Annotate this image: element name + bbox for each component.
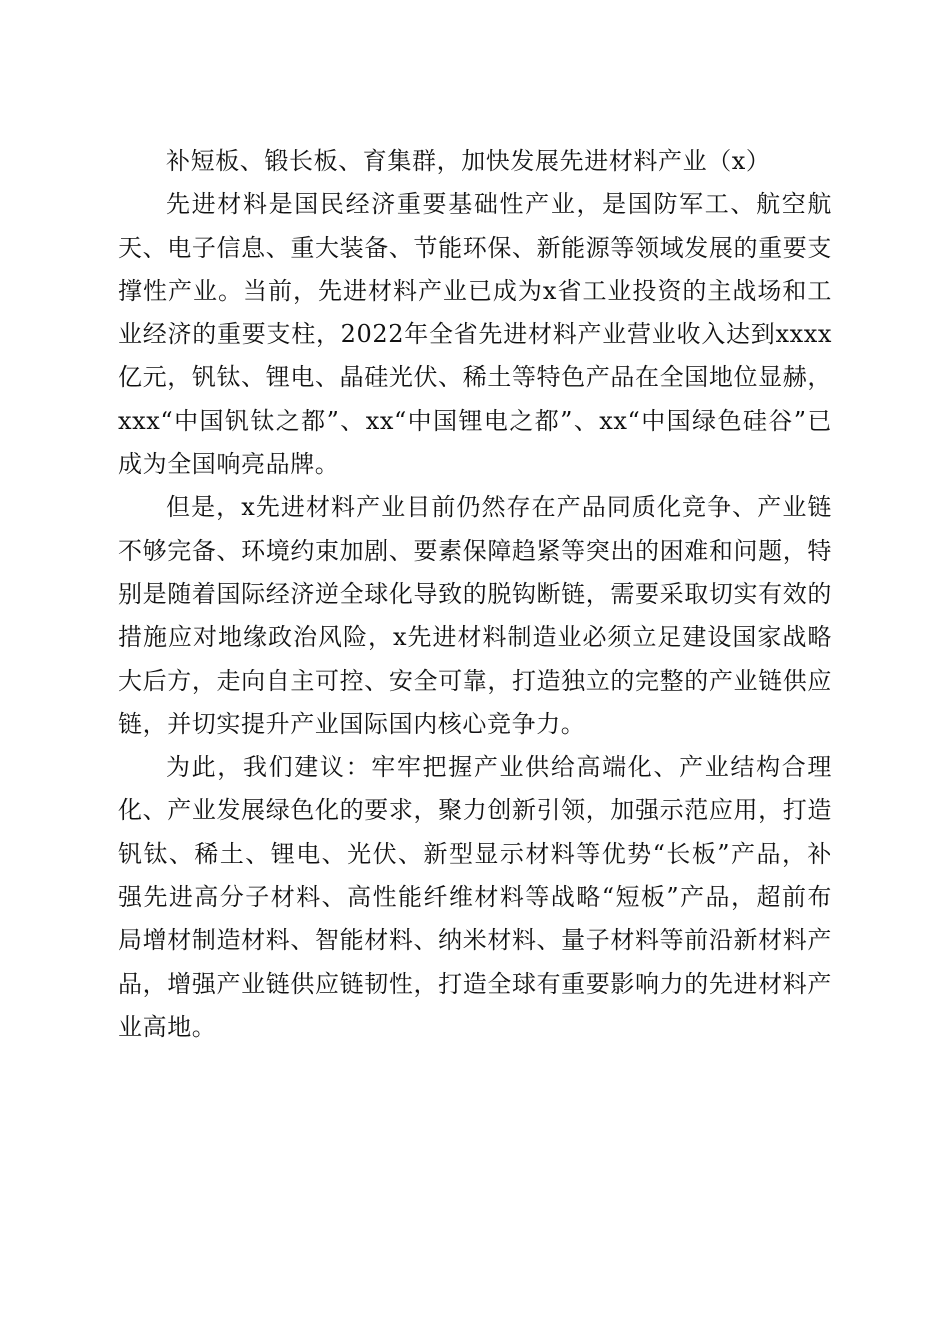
document-body xyxy=(118,140,832,1049)
document-title: 补短板、锻长板、育集群，加快发展先进材料产业（x） xyxy=(166,147,771,175)
paragraph-intro: 先进材料是国民经济重要基础性产业，是国防军工、航空航天、电子信息、重大装备、节能环保、新能源等领域发展的重要支撑性产业。当前，先进材料产业已成为x省工业投资的主战场和工业经济的重要支柱，2022年全省先进材料产业营业收入达到xxxx亿元，钒钛、锂电、晶硅光伏、稀土等特色产品在全国地位显赫，xxx“中国钒钛之都”、xx“中国锂电之都”、xx“中国绿色硅谷”已成为全国响亮品牌。 xyxy=(118,190,832,479)
paragraph-suggestions: 为此，我们建议：牢牢把握产业供给高端化、产业结构合理化、产业发展绿色化的要求，聚力创新引领，加强示范应用，打造钒钛、稀土、锂电、光伏、新型显示材料等优势“长板”产品，补强先进高分子材料、高性能纤维材料等战略“短板”产品，超前布局增材制造材料、智能材料、纳米材料、量子材料等前沿新材料产品，增强产业链供应链韧性，打造全球有重要影响力的先进材料产业高地。 xyxy=(118,753,832,1041)
paragraph-problems: 但是，x先进材料产业目前仍然存在产品同质化竞争、产业链不够完备、环境约束加剧、要素保障趋紧等突出的困难和问题，特别是随着国际经济逆全球化导致的脱钩断链，需要采取切实有效的措施应对地缘政治风险，x先进材料制造业必须立足建设国家战略大后方，走向自主可控、安全可靠，打造独立的完整的产业链供应链，并切实提升产业国际国内核心竞争力。 xyxy=(118,493,832,738)
